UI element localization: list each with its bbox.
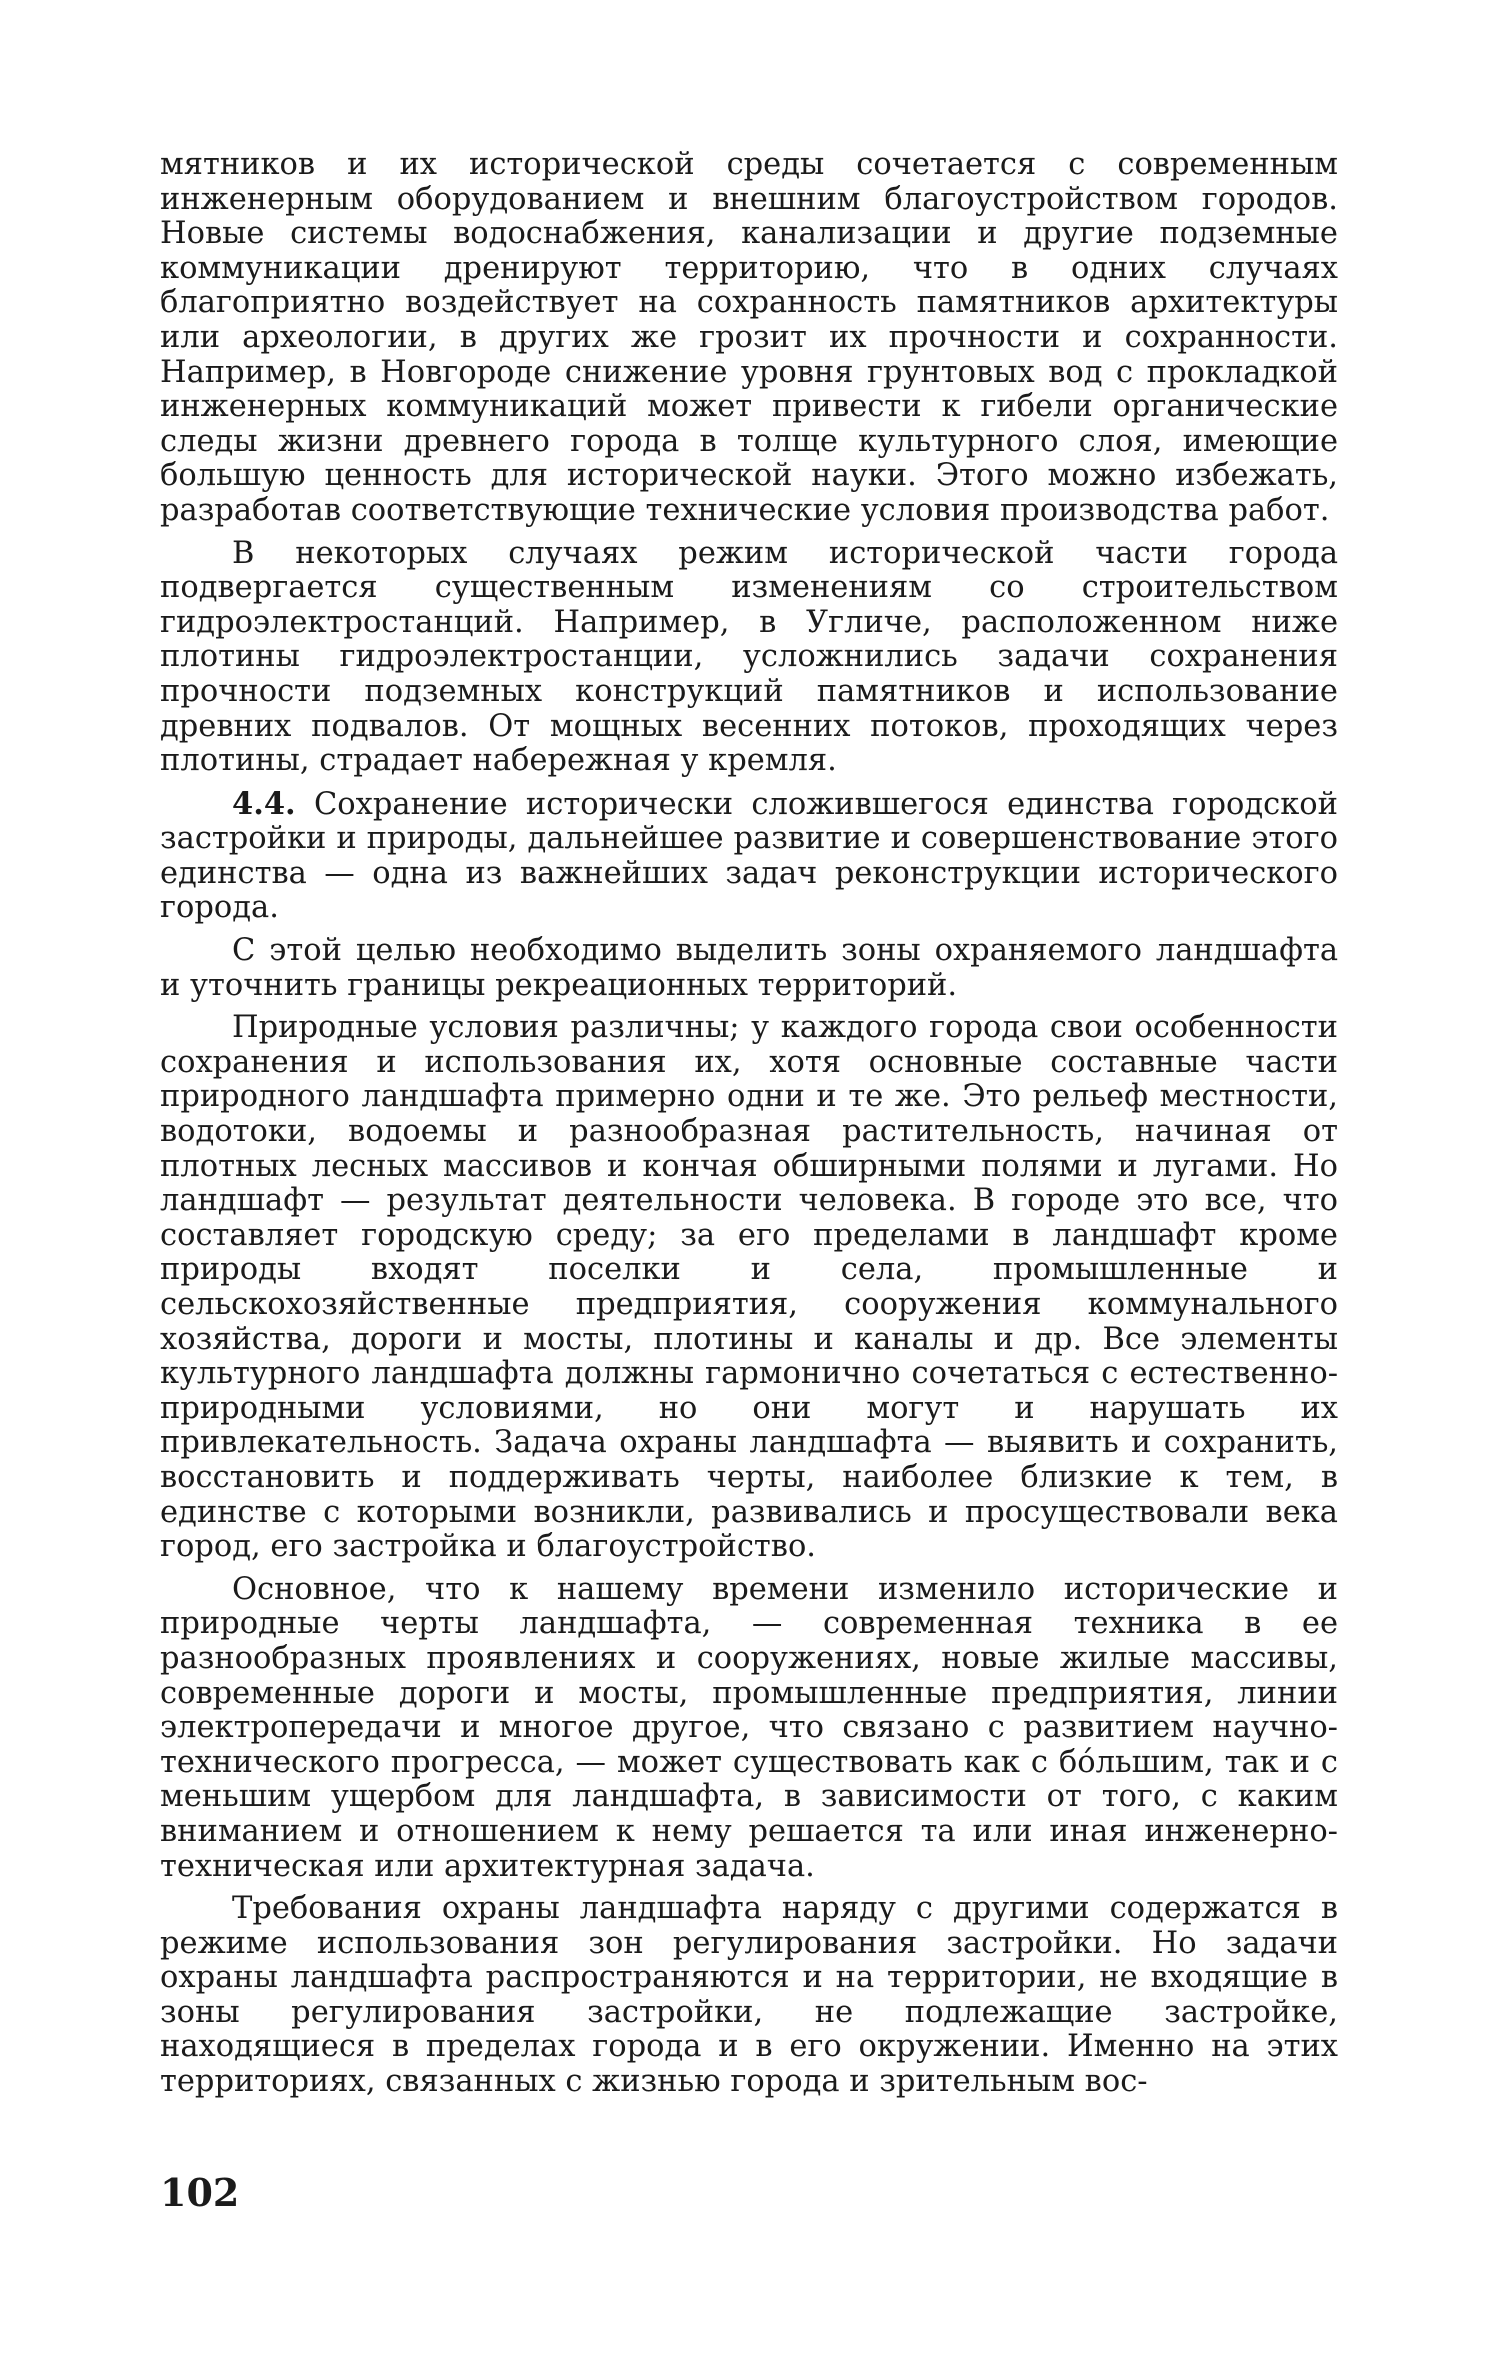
section-number: 4.4. — [232, 785, 296, 822]
paragraph-3 — [160, 787, 1338, 926]
page-body — [160, 148, 1338, 2298]
page-number: 102 — [160, 2170, 240, 2215]
paragraph-2: В некоторых случаях режим исторической части города подвергается существенным изменениям со строительством гидроэлектростанций. Например, в Угличе, расположенном ниже плотины гидроэлектростанции, усложнились задачи сохранения прочности подземных конструкций памятников и использование древних подвалов. От мощных весенних потоков, проходящих через плотины, страдает набережная у кремля. — [160, 535, 1338, 779]
paragraph-7: Требования охраны ландшафта наряду с другими содержатся в режиме использования зон регулирования застройки. Но задачи охраны ландшафта распространяются и на территории, не входящие в зоны регулирования застройки, не подлежащие застройке, находящиеся в пределах города и в его окружении. Именно на этих территориях, связанных с жизнью города и зрительным вос- — [160, 1891, 1338, 2100]
paragraph-3-text: Сохранение исторически сложившегося единства городской застройки и природы, дальнейшее развитие и совершенствование этого единства — одна из важнейших задач реконструкции исторического города. — [160, 786, 1339, 926]
paragraph-1: мятников и их исторической среды сочетается с современным инженерным оборудованием и внешним благоустройством городов. Новые системы водоснабжения, канализации и другие подземные коммуникации дренируют территорию, что в одних случаях благоприятно воздействует на сохранность памятников архитектуры или археологии, в других же грозит их прочности и сохранности. Например, в Новгороде снижение уровня грунтовых вод с прокладкой инженерных коммуникаций может привести к гибели органические следы жизни древнего города в толще культурного слоя, имеющие большую ценность для исторической науки. Этого можно избежать, разработав соответствующие технические условия производства работ. — [160, 147, 1338, 528]
paragraph-5: Природные условия различны; у каждого города свои особенности сохранения и использования их, хотя основные составные части природного ландшафта примерно одни и те же. Это рельеф местности, водотоки, водоемы и разнообразная растительность, начиная от плотных лесных массивов и кончая обширными полями и лугами. Но ландшафт — результат деятельности человека. В городе это все, что составляет городскую среду; за его пределами в ландшафт кроме природы входят поселки и села, промышленные и сельскохозяйственные предприятия, сооружения коммунального хозяйства, дороги и мосты, плотины и каналы и др. Все элементы культурного ландшафта должны гармонично сочетаться с естественно-природными условиями, но они могут и нарушать их привлекательность. Задача охраны ландшафта — выявить и сохранить, восстановить и поддерживать черты, наиболее близкие к тем, в единстве с которыми возникли, развивались и просуществовали века город, его застройка и благоустройство. — [160, 1010, 1338, 1565]
paragraph-6: Основное, что к нашему времени изменило исторические и природные черты ландшафта, — современная техника в ее разнообразных проявлениях и сооружениях, новые жилые массивы, современные дороги и мосты, промышленные предприятия, линии электропередачи и многое другое, что связано с развитием научно-технического прогресса, — может существовать как с бо́льшим, так и с меньшим ущербом для ландшафта, в зависимости от того, с каким вниманием и отношением к нему решается та или иная инженерно-техническая или архитектурная задача. — [160, 1571, 1338, 1884]
paragraph-4: С этой целью необходимо выделить зоны охраняемого ландшафта и уточнить границы рекреационных территорий. — [160, 933, 1338, 1003]
